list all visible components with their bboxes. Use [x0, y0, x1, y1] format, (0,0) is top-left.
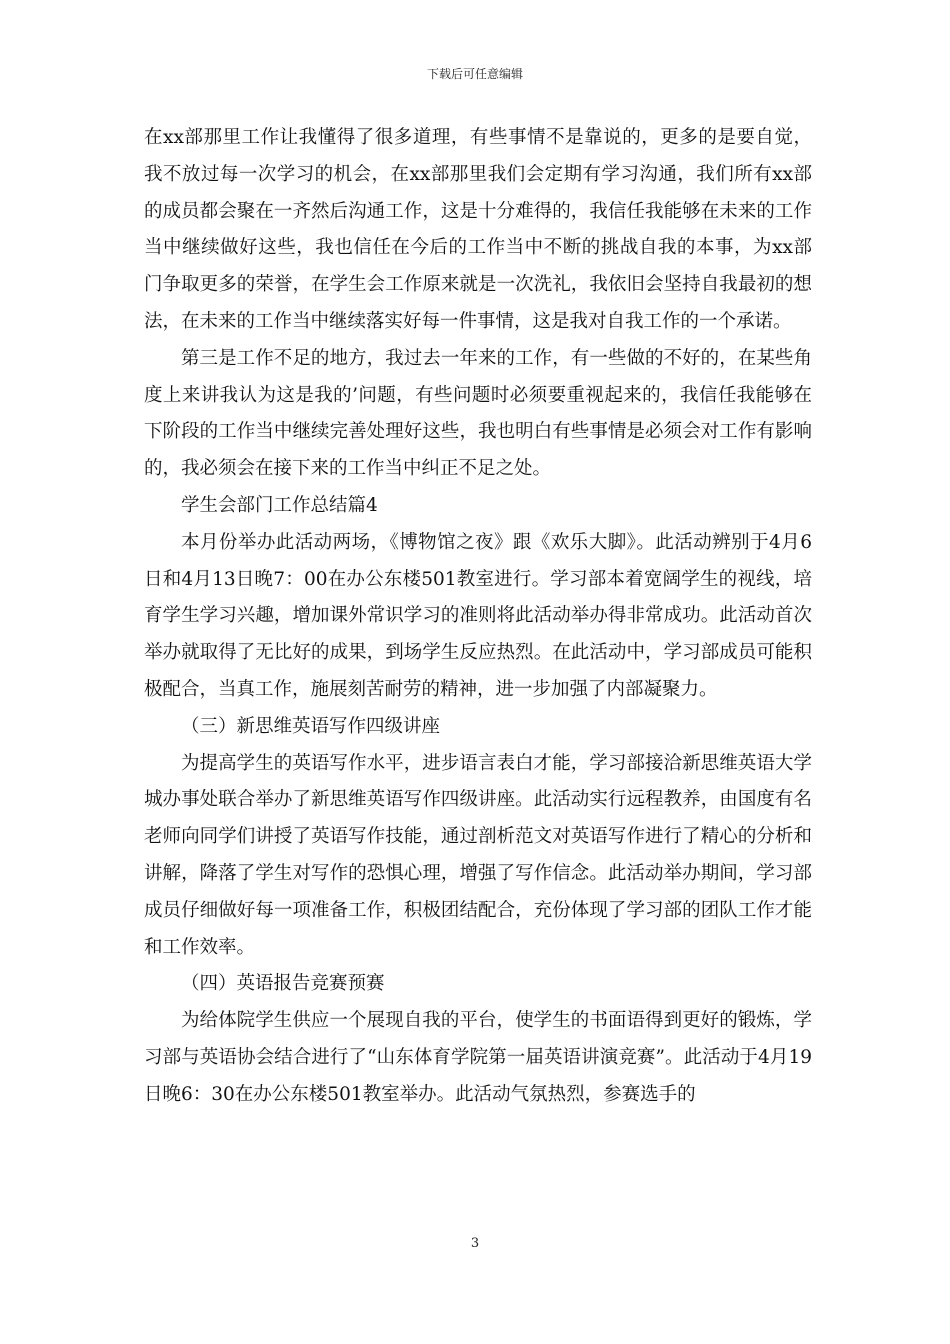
- paragraph-museum-night: 本月份举办此活动两场，《博物馆之夜》跟《欢乐大脚》。此活动辨别于4月6日和4月13日晚7：00在办公东楼501教室进行。学习部本着宽阔学生的视线，培育学生学习兴趣，增加课外常识学习的准则将此活动举办得非常成功。此活动首次举办就取得了无比好的成果，到场学生反应热烈。在此活动中，学习部成员可能积极配合，当真工作，施展刻苦耐劳的精神，进一步加强了内部凝聚力。: [144, 531, 812, 700]
- paragraph-speech-contest: 为给体院学生供应一个展现自我的平台，使学生的书面语得到更好的锻炼，学习部与英语协会结合进行了“山东体育学院第一届英语讲演竞赛”。此活动于4月19日晚6：30在办公东楼501教室举办。此活动气氛热烈，参赛选手的: [144, 1010, 812, 1105]
- paragraph-xx-department: 在xx部那里工作让我懂得了很多道理，有些事情不是靠说的，更多的是要自觉，我不放过每一次学习的机会，在xx部那里我们会定期有学习沟通，我们所有xx部的成员都会聚在一齐然后沟通工作，这是十分难得的，我信任我能够在未来的工作当中继续做好这些，我也信任在今后的工作当中不断的挑战自我的本事，为xx部门争取更多的荣誉，在学生会工作原来就是一次洗礼，我依旧会坚持自我最初的想法，在未来的工作当中继续落实好每一件事情，这是我对自我工作的一个承诺。: [144, 127, 812, 332]
- page-number: 3: [470, 1236, 480, 1251]
- page-header: 下载后可任意编辑: [426, 67, 523, 81]
- paragraph-shortcomings: 第三是工作不足的地方，我过去一年来的工作，有一些做的不好的，在某些角度上来讲我认为这是我的’问题，有些问题时必须要重视起来的，我信任我能够在下阶段的工作当中继续完善处理好这些，我也明白有些事情是必须会对工作有影响的，我必须会在接下来的工作当中纠正不足之处。: [144, 347, 812, 480]
- section-heading-summary-4: 学生会部门工作总结篇4: [181, 494, 378, 516]
- section-heading-speech-contest: （四）英语报告竞赛预赛: [181, 973, 385, 995]
- body-text: [144, 120, 812, 1114]
- paragraph-writing-lecture: 为提高学生的英语写作水平，进步语言表白才能，学习部接洽新思维英语大学城办事处联合举办了新思维英语写作四级讲座。此活动实行远程教养，由国度有名老师向同学们讲授了英语写作技能，通过剖析范文对英语写作进行了精心的分析和讲解，降落了学生对写作的恐惧心理，增强了写作信念。此活动举办期间，学习部成员仔细做好每一项准备工作，积极团结配合，充份体现了学习部的团队工作才能和工作效率。: [144, 752, 812, 958]
- section-heading-writing-lecture: （三）新思维英语写作四级讲座: [181, 715, 441, 737]
